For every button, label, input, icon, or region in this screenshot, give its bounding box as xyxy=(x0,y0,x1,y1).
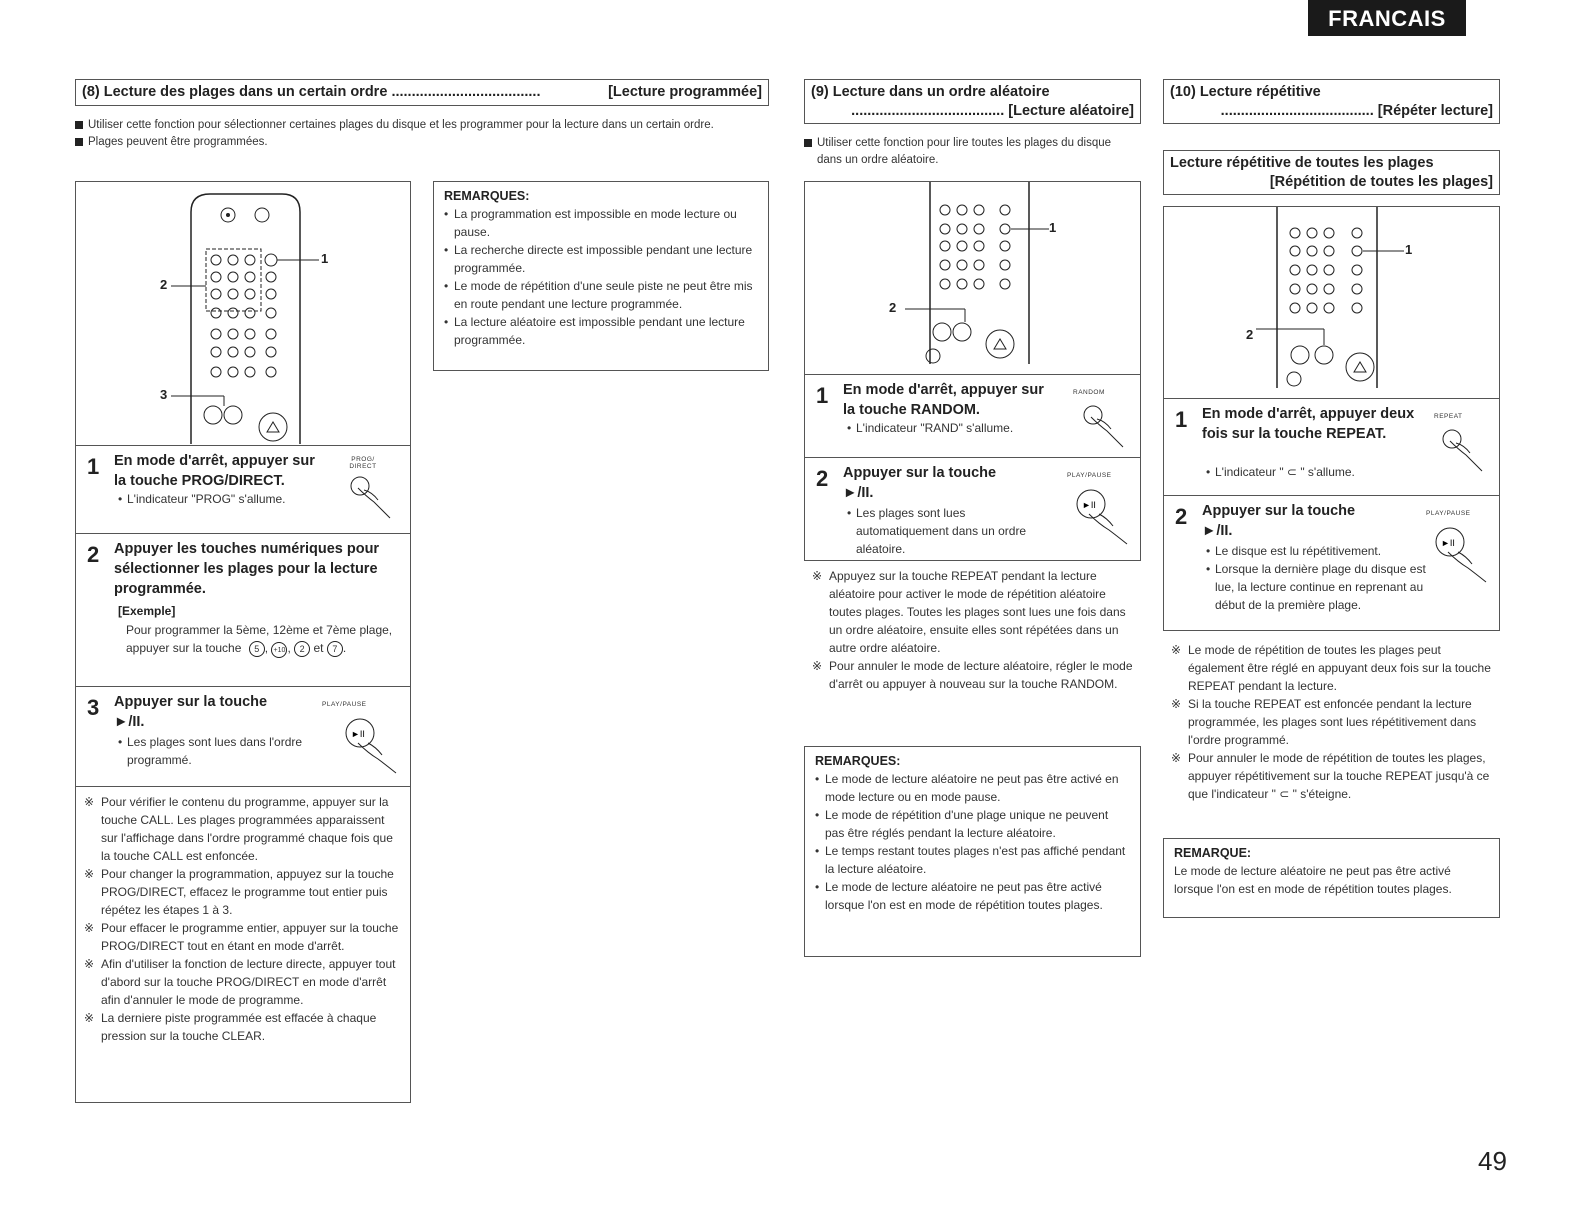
section10-step-2 xyxy=(1164,495,1499,631)
section10-title-line2 xyxy=(1170,102,1493,121)
svg-text:►II: ►II xyxy=(1082,500,1096,510)
note-text: Le mode de répétition de toutes les plages peut également être réglé en appuyant deux fois sur la touche REPEAT pendant la lecture. xyxy=(1188,643,1491,693)
remote-control-illustration xyxy=(1164,207,1499,398)
section10-title-left: (10) Lecture répétitive xyxy=(1170,84,1321,100)
section9-title-left: (9) Lecture dans un ordre aléatoire xyxy=(811,84,1050,100)
note-item xyxy=(1171,695,1497,749)
section9-remarks xyxy=(804,746,1141,957)
section8-title xyxy=(75,79,769,106)
note-mark: ※ xyxy=(84,957,95,971)
note-text: Pour vérifier le contenu du programme, appuyer sur la touche CALL. Les plages programmées apparaissent sur l'affichage dans l'ordre programmé chaque fois que la touche CALL est enfoncée. xyxy=(101,795,393,863)
remark-item: • Le mode de répétition d'une seule piste ne peut être mis en route pendant une lecture programmée. xyxy=(444,277,758,313)
remark-item: • Le temps restant toutes plages n'est pas affiché pendant la lecture aléatoire. xyxy=(815,842,1130,878)
step-bullet: • L'indicateur "PROG" s'allume. xyxy=(118,490,333,508)
section8-step-1 xyxy=(76,445,410,533)
example-separator: , xyxy=(287,641,291,655)
note-item xyxy=(84,865,402,919)
remark-text: Le mode de lecture aléatoire ne peut pas être activé lorsque l'on est en mode de répétition toutes plages. xyxy=(1174,864,1452,896)
section10-subtitle xyxy=(1163,150,1500,195)
remote-control-illustration xyxy=(76,182,410,445)
section8-title-right: [Lecture programmée] xyxy=(608,84,762,100)
remark-item: • Le mode de répétition d'une plage unique ne peuvent pas être réglés pendant la lecture aléatoire. xyxy=(815,806,1130,842)
button-caption: PLAY/PAUSE xyxy=(1426,510,1471,517)
button-caption: REPEAT xyxy=(1434,413,1463,420)
hand-press-icon xyxy=(1434,425,1494,477)
section9-intro-item: Utiliser cette fonction pour lire toutes les plages du disque dans un ordre aléatoire. xyxy=(804,135,1139,169)
section9-step-1 xyxy=(805,374,1140,457)
key-plus10: +10 xyxy=(271,642,287,658)
section8-intro-item: Utiliser cette fonction pour sélectionner certaines plages du disque et les programmer pour la lecture dans un certain ordre. xyxy=(75,117,765,134)
note-mark: ※ xyxy=(812,569,823,583)
button-caption: PLAY/PAUSE xyxy=(322,701,367,708)
section10-remark xyxy=(1163,838,1500,918)
example-end: . xyxy=(342,641,347,655)
step-heading: Appuyer sur la touche xyxy=(843,465,997,481)
hand-press-icon xyxy=(1075,401,1135,453)
step-heading: Appuyer sur la touche xyxy=(114,694,268,710)
section9-title-dots: ...................................... xyxy=(851,103,1005,119)
button-caption: PROG/ DIRECT xyxy=(349,456,377,470)
remark-item: • Le mode de lecture aléatoire ne peut pas être activé en mode lecture ou en mode pause. xyxy=(815,770,1130,806)
section9-title-line2 xyxy=(811,102,1134,121)
remote-control-graphic xyxy=(76,182,410,445)
note-item xyxy=(1171,749,1497,803)
button-caption: RANDOM xyxy=(1073,389,1105,396)
section10-title-right: [Répéter lecture] xyxy=(1377,103,1493,119)
hand-press-icon xyxy=(342,472,402,522)
section8-title-left: (8) Lecture des plages dans un certain ordre xyxy=(82,84,388,100)
step-number: 1 xyxy=(87,454,100,479)
svg-text:►II: ►II xyxy=(351,729,365,739)
section9-title-right: [Lecture aléatoire] xyxy=(1008,103,1134,119)
note-text: Pour annuler le mode de lecture aléatoire, régler le mode d'arrêt ou appuyer à nouveau sur la touche RANDOM. xyxy=(829,659,1133,691)
remote-control-illustration xyxy=(805,182,1140,374)
section10-callout-1: 1 xyxy=(1405,242,1413,257)
section8-callout-2: 2 xyxy=(160,277,168,292)
step-heading: En mode d'arrêt, appuyer sur la touche RANDOM. xyxy=(843,382,1044,418)
section8-title-dots: ..................................... xyxy=(391,84,541,100)
note-text: Pour effacer le programme entier, appuyer sur la touche PROG/DIRECT tout en étant en mode d'arrêt. xyxy=(101,921,399,953)
note-text: Pour annuler le mode de répétition de toutes les plages, appuyer répétitivement sur la touche REPEAT jusqu'à ce que l'indicateur " ⊂ " s'éteigne. xyxy=(1188,751,1490,801)
example-description: Pour programmer la 5ème, 12ème et 7ème plage, appuyer sur la touche xyxy=(126,623,393,655)
step-number: 2 xyxy=(816,466,829,491)
note-text: Afin d'utiliser la fonction de lecture directe, appuyer tout d'abord sur la touche PROG/DIRECT en mode d'arrêt afin d'annuler le mode de programme. xyxy=(101,957,396,1007)
section10-title-dots: ...................................... xyxy=(1220,103,1374,119)
note-text: La derniere piste programmée est effacée à chaque pression sur la touche CLEAR. xyxy=(101,1011,377,1043)
step-number: 3 xyxy=(87,695,100,720)
note-mark: ※ xyxy=(84,795,95,809)
remark-title: REMARQUE: xyxy=(1174,846,1252,860)
step-bullet: • L'indicateur "RAND" s'allume. xyxy=(847,419,1062,437)
step-number: 2 xyxy=(1175,504,1188,529)
note-item xyxy=(84,919,402,955)
section8-intro xyxy=(75,117,765,151)
step-heading-symbol: ►/II. xyxy=(114,714,145,730)
step-bullet: • Les plages sont lues dans l'ordre programmé. xyxy=(118,733,308,769)
note-mark: ※ xyxy=(812,659,823,673)
step-bullet: • Le disque est lu répétitivement. xyxy=(1206,542,1426,560)
section8-step-2 xyxy=(76,533,410,686)
section8-callout-3: 3 xyxy=(160,387,168,402)
note-item xyxy=(812,567,1138,657)
hand-press-icon xyxy=(338,713,408,775)
note-item xyxy=(1171,641,1497,695)
key-7: 7 xyxy=(327,641,343,657)
section9-callout-1: 1 xyxy=(1049,220,1057,235)
button-caption: PLAY/PAUSE xyxy=(1067,472,1112,479)
section10-subtitle-left: Lecture répétitive de toutes les plages xyxy=(1170,155,1434,171)
section8-callout-1: 1 xyxy=(321,251,329,266)
remote-control-graphic xyxy=(1164,207,1499,398)
section9-intro xyxy=(804,135,1139,169)
section10-callout-2: 2 xyxy=(1246,327,1254,342)
section9-callout-2: 2 xyxy=(889,300,897,315)
section9-title xyxy=(804,79,1141,124)
example-and: et xyxy=(313,641,324,655)
section9-step-2 xyxy=(805,457,1140,562)
step-bullet: • Lorsque la dernière plage du disque est lue, la lecture continue en reprenant au début de la première plage. xyxy=(1206,560,1426,614)
note-text: Pour changer la programmation, appuyez sur la touche PROG/DIRECT, effacez le programme tout entier puis répétez les étapes 1 à 3. xyxy=(101,867,394,917)
step-heading-symbol: ►/II. xyxy=(843,485,874,501)
section9-panel xyxy=(804,181,1141,561)
section8-panel xyxy=(75,181,411,1103)
remark-item: • Le mode de lecture aléatoire ne peut pas être activé lorsque l'on est en mode de répétition toutes plages. xyxy=(815,878,1130,914)
example-text xyxy=(126,621,404,658)
note-item xyxy=(84,793,402,865)
section10-title xyxy=(1163,79,1500,124)
language-tab: FRANCAIS xyxy=(1308,0,1466,36)
note-mark: ※ xyxy=(1171,697,1182,711)
note-mark: ※ xyxy=(84,1011,95,1025)
hand-press-icon xyxy=(1069,484,1139,546)
note-mark: ※ xyxy=(1171,751,1182,765)
remark-item: • La lecture aléatoire est impossible pendant une lecture programmée. xyxy=(444,313,758,349)
svg-text:►II: ►II xyxy=(1441,538,1455,548)
note-text: Si la touche REPEAT est enfoncée pendant la lecture programmée, les plages sont lues répétitivement dans l'ordre programmé. xyxy=(1188,697,1477,747)
example-separator: , xyxy=(264,641,269,655)
key-2: 2 xyxy=(294,641,310,657)
section10-panel xyxy=(1163,206,1500,631)
section9-notes xyxy=(812,567,1138,693)
page-number: 49 xyxy=(1478,1146,1507,1176)
section8-step-3 xyxy=(76,686,410,786)
note-mark: ※ xyxy=(1171,643,1182,657)
remarks-title: REMARQUES: xyxy=(444,189,530,203)
step-heading: En mode d'arrêt, appuyer sur la touche PROG/DIRECT. xyxy=(114,453,315,489)
step-bullet: • Les plages sont lues automatiquement dans un ordre aléatoire. xyxy=(847,504,1032,558)
section8-intro-item: Plages peuvent être programmées. xyxy=(75,134,765,151)
hand-press-icon xyxy=(1428,522,1498,584)
remarks-title: REMARQUES: xyxy=(815,754,901,768)
step-bullet: • L'indicateur " ⊂ " s'allume. xyxy=(1206,463,1421,481)
section8-notes xyxy=(76,786,410,1045)
step-number: 1 xyxy=(816,383,829,408)
remark-item: • La recherche directe est impossible pendant une lecture programmée. xyxy=(444,241,758,277)
note-text: Appuyez sur la touche REPEAT pendant la lecture aléatoire pour activer le mode de répétition aléatoire toutes plages. Toutes les plages sont lues une fois dans un ordre aléatoire, ensuite elles sont répétées dans un autre ordre aléatoire. xyxy=(829,569,1126,655)
remote-control-graphic xyxy=(805,182,1140,374)
note-mark: ※ xyxy=(84,921,95,935)
step-heading: Appuyer sur la touche xyxy=(1202,503,1356,519)
example-title: [Exemple] xyxy=(118,604,176,618)
section8-remarks xyxy=(433,181,769,371)
step-number: 2 xyxy=(87,542,100,567)
key-5: 5 xyxy=(249,641,265,657)
section10-notes xyxy=(1171,641,1497,803)
note-item xyxy=(812,657,1138,693)
step-heading-symbol: ►/II. xyxy=(1202,523,1233,539)
step-heading: En mode d'arrêt, appuyer deux fois sur la touche REPEAT. xyxy=(1202,406,1415,442)
step-heading: Appuyer les touches numériques pour sélectionner les plages pour la lecture programmée. xyxy=(114,541,380,597)
remark-item: • La programmation est impossible en mode lecture ou pause. xyxy=(444,205,758,241)
note-item xyxy=(84,1009,402,1045)
note-item xyxy=(84,955,402,1009)
section10-subtitle-right: [Répétition de toutes les plages] xyxy=(1269,174,1493,190)
section10-step-1 xyxy=(1164,398,1499,495)
step-number: 1 xyxy=(1175,407,1188,432)
note-mark: ※ xyxy=(84,867,95,881)
